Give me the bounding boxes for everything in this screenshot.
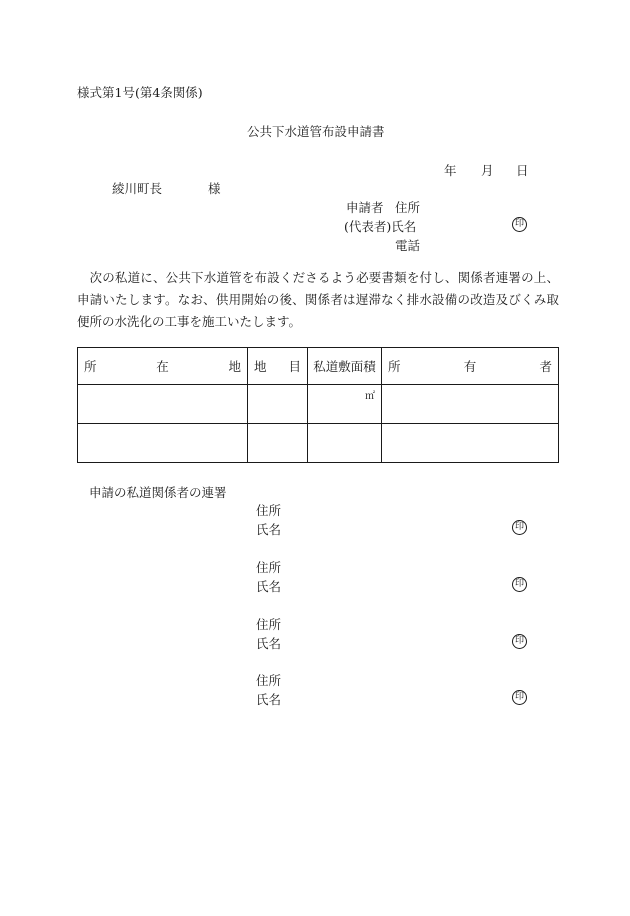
header-location-char-1: 所	[84, 359, 97, 374]
area-unit: ㎡	[365, 391, 375, 402]
table-header-row	[78, 348, 559, 385]
cosign-2-address-label: 住所	[256, 560, 282, 575]
header-owner	[382, 348, 559, 385]
cosign-1-seal-icon: 印	[512, 520, 527, 535]
document-title: 公共下水道管布設申請書	[247, 124, 385, 139]
cosign-heading: 申請の私道関係者の連署	[89, 485, 227, 500]
cosign-1-address-label: 住所	[256, 503, 282, 518]
cell-land-category[interactable]	[248, 424, 308, 463]
date-day: 日	[516, 163, 529, 178]
table-row	[78, 424, 559, 463]
header-location-char-3: 地	[228, 359, 241, 374]
header-location-char-2: 在	[156, 359, 169, 374]
cell-area[interactable]	[308, 424, 382, 463]
applicant-address-label: 住所	[395, 200, 421, 215]
date-month: 月	[481, 163, 494, 178]
cell-owner[interactable]	[382, 424, 559, 463]
applicant-representative-label: (代表者)氏名	[344, 219, 417, 234]
cosign-2-name-label: 氏名	[256, 579, 282, 594]
form-label: 様式第1号(第4条関係)	[77, 85, 203, 100]
cosign-3-seal-icon: 印	[512, 634, 527, 649]
application-body-text: 次の私道に、公共下水道管を布設くださるよう必要書類を付し、関係者連署の上、申請いたします。なお、供用開始の後、関係者は遅滞なく排水設備の改造及びくみ取便所の水洗化の工事を施工いたします。	[77, 270, 559, 329]
cell-location[interactable]	[78, 385, 248, 424]
cosign-4-name-label: 氏名	[256, 692, 282, 707]
applicant-phone-label: 電話	[395, 238, 421, 253]
cosign-4-address-label: 住所	[256, 673, 282, 688]
land-table	[77, 347, 559, 463]
addressee-honorific: 様	[208, 181, 221, 196]
table-row	[78, 385, 559, 424]
header-area: 私道敷面積	[308, 348, 382, 385]
cosign-2-seal-icon: 印	[512, 577, 527, 592]
applicant-role: 申請者	[346, 200, 384, 215]
cosign-3-name-label: 氏名	[256, 636, 282, 651]
date-year: 年	[444, 163, 457, 178]
header-owner-char-1: 所	[388, 359, 401, 374]
addressee-name: 綾川町長	[112, 181, 163, 196]
cosign-1-name-label: 氏名	[256, 522, 282, 537]
cell-owner[interactable]	[382, 385, 559, 424]
header-land-category-char-1: 地	[254, 359, 267, 374]
cosign-4-seal-icon: 印	[512, 690, 527, 705]
cell-land-category[interactable]	[248, 385, 308, 424]
cell-area[interactable]	[308, 385, 382, 424]
header-owner-char-3: 者	[539, 359, 552, 374]
header-owner-char-2: 有	[463, 359, 477, 374]
applicant-seal-icon: 印	[512, 217, 527, 232]
cell-location[interactable]	[78, 424, 248, 463]
cosign-3-address-label: 住所	[256, 617, 282, 632]
header-location	[78, 348, 248, 385]
header-land-category-char-2: 目	[288, 359, 301, 374]
header-land-category	[248, 348, 308, 385]
